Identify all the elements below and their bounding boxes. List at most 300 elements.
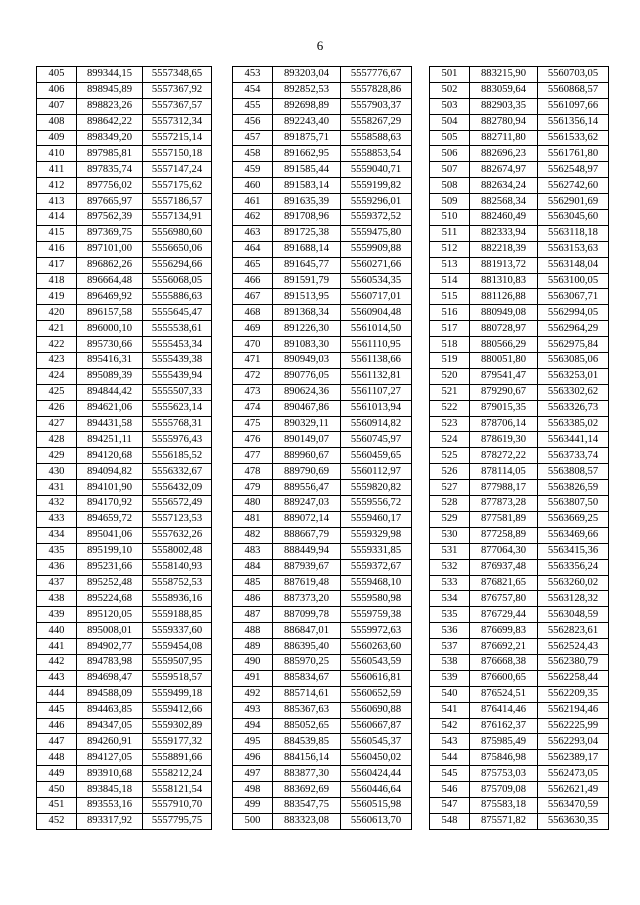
x-coordinate: 877988,17	[470, 480, 538, 496]
table-row	[37, 702, 212, 718]
y-coordinate: 5556650,06	[143, 241, 212, 257]
y-coordinate: 5560424,44	[341, 766, 412, 782]
point-number: 420	[37, 305, 77, 321]
y-coordinate: 5560616,81	[341, 670, 412, 686]
table-row	[430, 400, 609, 416]
point-number: 538	[430, 654, 470, 670]
point-number: 508	[430, 178, 470, 194]
point-number: 528	[430, 496, 470, 512]
table-row	[430, 146, 609, 162]
y-coordinate: 5555976,43	[143, 432, 212, 448]
point-number: 541	[430, 702, 470, 718]
point-number: 532	[430, 559, 470, 575]
y-coordinate: 5562194,46	[538, 702, 609, 718]
table-row	[37, 575, 212, 591]
point-number: 482	[233, 527, 273, 543]
table-row	[37, 623, 212, 639]
point-number: 462	[233, 210, 273, 226]
x-coordinate: 894094,82	[77, 464, 143, 480]
point-number: 529	[430, 511, 470, 527]
table-row	[430, 464, 609, 480]
y-coordinate: 5562473,05	[538, 766, 609, 782]
x-coordinate: 877873,28	[470, 496, 538, 512]
y-coordinate: 5561014,50	[341, 321, 412, 337]
x-coordinate: 880728,97	[470, 321, 538, 337]
y-coordinate: 5555886,63	[143, 289, 212, 305]
x-coordinate: 897985,81	[77, 146, 143, 162]
point-number: 540	[430, 686, 470, 702]
y-coordinate: 5560745,97	[341, 432, 412, 448]
y-coordinate: 5563148,04	[538, 257, 609, 273]
table-row	[233, 146, 412, 162]
table-row	[430, 337, 609, 353]
x-coordinate: 879290,67	[470, 384, 538, 400]
y-coordinate: 5555453,34	[143, 337, 212, 353]
y-coordinate: 5563302,62	[538, 384, 609, 400]
point-number: 481	[233, 511, 273, 527]
table-row	[233, 543, 412, 559]
table-row	[430, 813, 609, 829]
x-coordinate: 890149,07	[273, 432, 341, 448]
table-row	[37, 321, 212, 337]
y-coordinate: 5560543,59	[341, 654, 412, 670]
point-number: 457	[233, 130, 273, 146]
table-row	[430, 750, 609, 766]
point-number: 454	[233, 82, 273, 98]
x-coordinate: 889790,69	[273, 464, 341, 480]
x-coordinate: 876821,65	[470, 575, 538, 591]
table-row	[233, 432, 412, 448]
y-coordinate: 5555538,61	[143, 321, 212, 337]
x-coordinate: 894621,06	[77, 400, 143, 416]
y-coordinate: 5559040,71	[341, 162, 412, 178]
table-row	[37, 289, 212, 305]
x-coordinate: 896664,48	[77, 273, 143, 289]
point-number: 547	[430, 797, 470, 813]
y-coordinate: 5556432,09	[143, 480, 212, 496]
y-coordinate: 5559331,85	[341, 543, 412, 559]
table-row	[233, 718, 412, 734]
table-row	[37, 527, 212, 543]
x-coordinate: 894127,05	[77, 750, 143, 766]
table-row	[233, 337, 412, 353]
y-coordinate: 5562901,69	[538, 194, 609, 210]
x-coordinate: 898349,20	[77, 130, 143, 146]
point-number: 445	[37, 702, 77, 718]
point-number: 451	[37, 797, 77, 813]
table-row	[37, 511, 212, 527]
y-coordinate: 5555645,47	[143, 305, 212, 321]
x-coordinate: 894463,85	[77, 702, 143, 718]
point-number: 500	[233, 813, 273, 829]
x-coordinate: 876692,21	[470, 639, 538, 655]
point-number: 548	[430, 813, 470, 829]
table-row	[430, 448, 609, 464]
table-row	[233, 639, 412, 655]
x-coordinate: 891708,96	[273, 210, 341, 226]
x-coordinate: 897562,39	[77, 210, 143, 226]
table-row	[430, 368, 609, 384]
point-number: 522	[430, 400, 470, 416]
x-coordinate: 894698,47	[77, 670, 143, 686]
table-row	[37, 257, 212, 273]
x-coordinate: 877064,30	[470, 543, 538, 559]
y-coordinate: 5560652,59	[341, 686, 412, 702]
x-coordinate: 883323,08	[273, 813, 341, 829]
point-number: 433	[37, 511, 77, 527]
point-number: 450	[37, 782, 77, 798]
x-coordinate: 878706,14	[470, 416, 538, 432]
y-coordinate: 5563253,01	[538, 368, 609, 384]
table-row	[37, 496, 212, 512]
point-number: 526	[430, 464, 470, 480]
table-row	[233, 607, 412, 623]
x-coordinate: 890329,11	[273, 416, 341, 432]
y-coordinate: 5560112,97	[341, 464, 412, 480]
table-row	[233, 162, 412, 178]
y-coordinate: 5558588,63	[341, 130, 412, 146]
x-coordinate: 895199,10	[77, 543, 143, 559]
table-row	[430, 321, 609, 337]
x-coordinate: 898642,22	[77, 114, 143, 130]
table-row	[37, 670, 212, 686]
y-coordinate: 5557186,57	[143, 194, 212, 210]
x-coordinate: 893910,68	[77, 766, 143, 782]
x-coordinate: 885052,65	[273, 718, 341, 734]
point-number: 491	[233, 670, 273, 686]
table-row	[430, 797, 609, 813]
x-coordinate: 895231,66	[77, 559, 143, 575]
table-row	[233, 210, 412, 226]
table-row	[233, 194, 412, 210]
table-row	[430, 734, 609, 750]
x-coordinate: 884539,85	[273, 734, 341, 750]
table-row	[37, 210, 212, 226]
point-number: 479	[233, 480, 273, 496]
point-number: 517	[430, 321, 470, 337]
table-row	[430, 766, 609, 782]
x-coordinate: 895416,31	[77, 353, 143, 369]
table-row	[233, 353, 412, 369]
y-coordinate: 5563807,50	[538, 496, 609, 512]
point-number: 511	[430, 225, 470, 241]
y-coordinate: 5558853,54	[341, 146, 412, 162]
point-number: 485	[233, 575, 273, 591]
y-coordinate: 5563326,73	[538, 400, 609, 416]
x-coordinate: 876699,83	[470, 623, 538, 639]
point-number: 487	[233, 607, 273, 623]
x-coordinate: 895252,48	[77, 575, 143, 591]
x-coordinate: 894120,68	[77, 448, 143, 464]
x-coordinate: 894659,72	[77, 511, 143, 527]
point-number: 449	[37, 766, 77, 782]
y-coordinate: 5559475,80	[341, 225, 412, 241]
x-coordinate: 891688,14	[273, 241, 341, 257]
x-coordinate: 890624,36	[273, 384, 341, 400]
table-row	[233, 130, 412, 146]
y-coordinate: 5560263,60	[341, 639, 412, 655]
table-row	[430, 241, 609, 257]
y-coordinate: 5563630,35	[538, 813, 609, 829]
table-row	[430, 496, 609, 512]
table-row	[430, 305, 609, 321]
point-number: 443	[37, 670, 77, 686]
point-number: 432	[37, 496, 77, 512]
table-row	[37, 384, 212, 400]
table-row	[430, 416, 609, 432]
point-number: 534	[430, 591, 470, 607]
table-row	[430, 559, 609, 575]
table-row	[37, 114, 212, 130]
x-coordinate: 889072,14	[273, 511, 341, 527]
table-row	[37, 686, 212, 702]
table-row	[233, 178, 412, 194]
table-row	[430, 607, 609, 623]
x-coordinate: 882780,94	[470, 114, 538, 130]
y-coordinate: 5562293,04	[538, 734, 609, 750]
table-row	[430, 194, 609, 210]
table-row	[37, 543, 212, 559]
point-number: 535	[430, 607, 470, 623]
table-row	[233, 257, 412, 273]
point-number: 467	[233, 289, 273, 305]
y-coordinate: 5557175,62	[143, 178, 212, 194]
y-coordinate: 5560667,87	[341, 718, 412, 734]
table-row	[233, 480, 412, 496]
point-number: 545	[430, 766, 470, 782]
y-coordinate: 5562225,99	[538, 718, 609, 734]
table-row	[37, 766, 212, 782]
y-coordinate: 5562975,84	[538, 337, 609, 353]
table-row	[233, 98, 412, 114]
y-coordinate: 5563385,02	[538, 416, 609, 432]
y-coordinate: 5563260,02	[538, 575, 609, 591]
y-coordinate: 5559412,66	[143, 702, 212, 718]
point-number: 429	[37, 448, 77, 464]
x-coordinate: 894431,58	[77, 416, 143, 432]
point-number: 438	[37, 591, 77, 607]
table-row	[430, 225, 609, 241]
y-coordinate: 5559372,52	[341, 210, 412, 226]
point-number: 530	[430, 527, 470, 543]
x-coordinate: 892852,53	[273, 82, 341, 98]
table-row	[37, 162, 212, 178]
point-number: 480	[233, 496, 273, 512]
y-coordinate: 5558936,16	[143, 591, 212, 607]
table-row	[430, 210, 609, 226]
y-coordinate: 5559460,17	[341, 511, 412, 527]
point-number: 476	[233, 432, 273, 448]
x-coordinate: 882460,49	[470, 210, 538, 226]
y-coordinate: 5559302,89	[143, 718, 212, 734]
y-coordinate: 5556185,52	[143, 448, 212, 464]
y-coordinate: 5557367,92	[143, 82, 212, 98]
table-row	[233, 400, 412, 416]
y-coordinate: 5560534,35	[341, 273, 412, 289]
point-number: 474	[233, 400, 273, 416]
x-coordinate: 885970,25	[273, 654, 341, 670]
y-coordinate: 5561132,81	[341, 368, 412, 384]
point-number: 515	[430, 289, 470, 305]
table-row	[233, 448, 412, 464]
point-number: 484	[233, 559, 273, 575]
table-row	[37, 813, 212, 829]
x-coordinate: 876414,46	[470, 702, 538, 718]
y-coordinate: 5557632,26	[143, 527, 212, 543]
x-coordinate: 883877,30	[273, 766, 341, 782]
x-coordinate: 883692,69	[273, 782, 341, 798]
table-row	[37, 559, 212, 575]
point-number: 505	[430, 130, 470, 146]
table-row	[233, 750, 412, 766]
x-coordinate: 882674,97	[470, 162, 538, 178]
y-coordinate: 5558212,24	[143, 766, 212, 782]
x-coordinate: 883215,90	[470, 67, 538, 83]
point-number: 514	[430, 273, 470, 289]
table-row	[37, 480, 212, 496]
x-coordinate: 892243,40	[273, 114, 341, 130]
point-number: 419	[37, 289, 77, 305]
table-row	[430, 686, 609, 702]
y-coordinate: 5563118,18	[538, 225, 609, 241]
x-coordinate: 887373,20	[273, 591, 341, 607]
point-number: 431	[37, 480, 77, 496]
point-number: 430	[37, 464, 77, 480]
point-number: 426	[37, 400, 77, 416]
y-coordinate: 5557795,75	[143, 813, 212, 829]
y-coordinate: 5559454,08	[143, 639, 212, 655]
point-number: 441	[37, 639, 77, 655]
table-row	[37, 416, 212, 432]
y-coordinate: 5559199,82	[341, 178, 412, 194]
point-number: 412	[37, 178, 77, 194]
y-coordinate: 5559820,82	[341, 480, 412, 496]
x-coordinate: 891583,14	[273, 178, 341, 194]
table-row	[233, 670, 412, 686]
point-number: 478	[233, 464, 273, 480]
y-coordinate: 5560690,88	[341, 702, 412, 718]
y-coordinate: 5557367,57	[143, 98, 212, 114]
y-coordinate: 5562823,61	[538, 623, 609, 639]
y-coordinate: 5559580,98	[341, 591, 412, 607]
table-row	[37, 241, 212, 257]
table-row	[37, 718, 212, 734]
table-row	[233, 686, 412, 702]
x-coordinate: 895008,01	[77, 623, 143, 639]
x-coordinate: 883547,75	[273, 797, 341, 813]
y-coordinate: 5563826,59	[538, 480, 609, 496]
point-number: 405	[37, 67, 77, 83]
y-coordinate: 5562524,43	[538, 639, 609, 655]
y-coordinate: 5563808,57	[538, 464, 609, 480]
point-number: 468	[233, 305, 273, 321]
y-coordinate: 5557910,70	[143, 797, 212, 813]
table-row	[233, 591, 412, 607]
y-coordinate: 5563733,74	[538, 448, 609, 464]
table-row	[430, 289, 609, 305]
x-coordinate: 881913,72	[470, 257, 538, 273]
coordinate-table-1	[36, 66, 212, 830]
y-coordinate: 5563441,14	[538, 432, 609, 448]
y-coordinate: 5561097,66	[538, 98, 609, 114]
y-coordinate: 5559972,63	[341, 623, 412, 639]
y-coordinate: 5556294,66	[143, 257, 212, 273]
x-coordinate: 887939,67	[273, 559, 341, 575]
table-row	[233, 67, 412, 83]
y-coordinate: 5562548,97	[538, 162, 609, 178]
x-coordinate: 882696,23	[470, 146, 538, 162]
table-row	[37, 797, 212, 813]
point-number: 513	[430, 257, 470, 273]
point-number: 510	[430, 210, 470, 226]
y-coordinate: 5559507,95	[143, 654, 212, 670]
table-row	[430, 718, 609, 734]
x-coordinate: 887619,48	[273, 575, 341, 591]
table-row	[430, 162, 609, 178]
x-coordinate: 887099,78	[273, 607, 341, 623]
y-coordinate: 5558002,48	[143, 543, 212, 559]
table-row	[233, 384, 412, 400]
point-number: 533	[430, 575, 470, 591]
point-number: 543	[430, 734, 470, 750]
x-coordinate: 895224,68	[77, 591, 143, 607]
x-coordinate: 886847,01	[273, 623, 341, 639]
x-coordinate: 882333,94	[470, 225, 538, 241]
point-number: 504	[430, 114, 470, 130]
point-number: 428	[37, 432, 77, 448]
table-row	[37, 607, 212, 623]
x-coordinate: 894588,09	[77, 686, 143, 702]
y-coordinate: 5560868,57	[538, 82, 609, 98]
table-row	[430, 639, 609, 655]
y-coordinate: 5561761,80	[538, 146, 609, 162]
point-number: 423	[37, 353, 77, 369]
point-number: 425	[37, 384, 77, 400]
table-row	[430, 575, 609, 591]
table-row	[430, 273, 609, 289]
y-coordinate: 5555439,94	[143, 368, 212, 384]
table-row	[233, 575, 412, 591]
table-row	[430, 511, 609, 527]
point-number: 469	[233, 321, 273, 337]
point-number: 455	[233, 98, 273, 114]
point-number: 512	[430, 241, 470, 257]
x-coordinate: 880051,80	[470, 353, 538, 369]
table-row	[37, 67, 212, 83]
table-row	[37, 194, 212, 210]
y-coordinate: 5561356,14	[538, 114, 609, 130]
y-coordinate: 5558891,66	[143, 750, 212, 766]
point-number: 437	[37, 575, 77, 591]
table-row	[430, 591, 609, 607]
x-coordinate: 877581,89	[470, 511, 538, 527]
x-coordinate: 898945,89	[77, 82, 143, 98]
point-number: 539	[430, 670, 470, 686]
y-coordinate: 5555439,38	[143, 353, 212, 369]
point-number: 531	[430, 543, 470, 559]
table-row	[430, 114, 609, 130]
table-row	[233, 797, 412, 813]
y-coordinate: 5562964,29	[538, 321, 609, 337]
y-coordinate: 5558267,29	[341, 114, 412, 130]
point-number: 453	[233, 67, 273, 83]
point-number: 439	[37, 607, 77, 623]
coordinate-table-2	[232, 66, 412, 830]
table-row	[233, 114, 412, 130]
table-row	[430, 257, 609, 273]
y-coordinate: 5555507,33	[143, 384, 212, 400]
y-coordinate: 5562258,44	[538, 670, 609, 686]
